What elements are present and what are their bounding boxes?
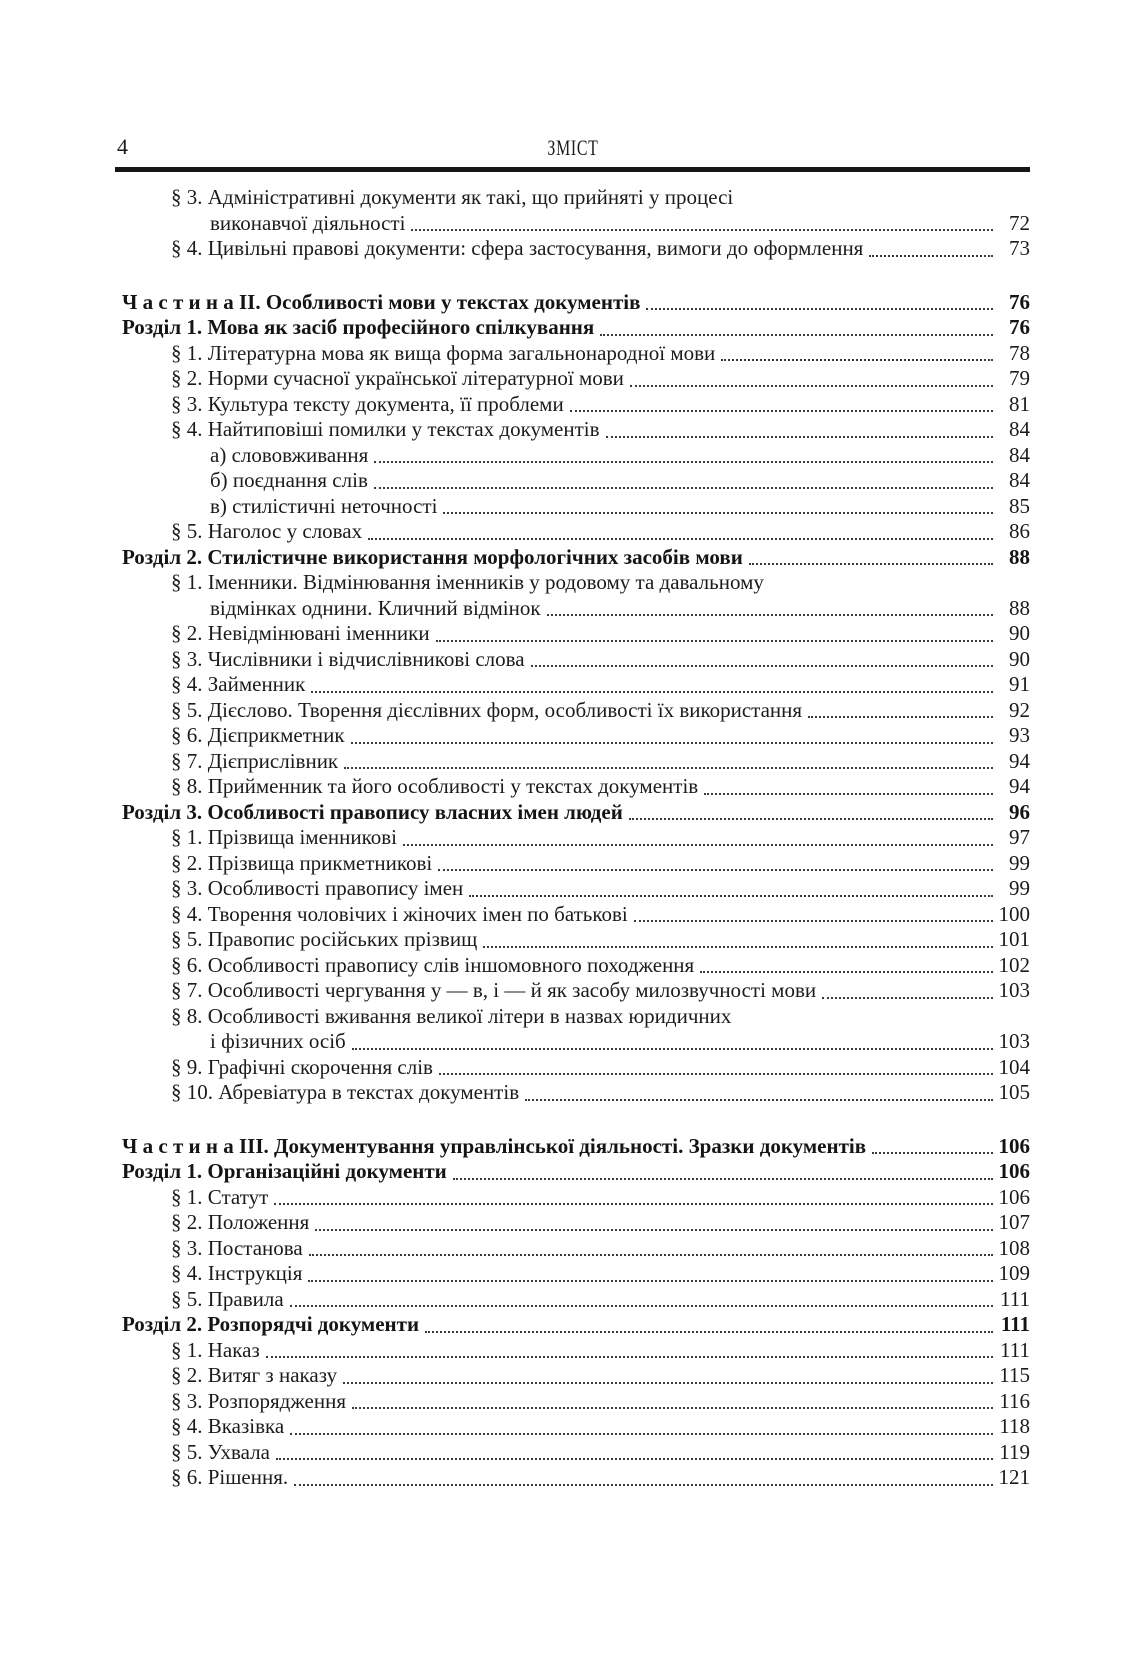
toc-entry-page: 103 [998, 978, 1030, 1002]
toc-entry-label: в) стилістичні неточності [210, 493, 438, 518]
toc-entry [115, 1287, 1030, 1313]
toc-entry-label: Розділ 1. Мова як засіб професійного спілкування [122, 315, 595, 339]
toc-entry-page: 85 [1009, 493, 1030, 518]
toc-entry-label: § 2. Невідмінювані іменники [171, 621, 430, 645]
toc-entry [115, 927, 1030, 953]
toc-entry-label: § 4. Цивільні правові документи: сфера застосування, вимоги до оформлення [171, 236, 864, 260]
toc-entry [115, 366, 1030, 392]
toc-entry-label: § 2. Витяг з наказу [171, 1363, 338, 1387]
toc-entry-page: 99 [1009, 850, 1030, 875]
toc-entry [115, 494, 1030, 520]
toc-entry-page: 93 [1009, 723, 1030, 747]
toc-entry-page: 119 [999, 1439, 1030, 1464]
toc-entry-page: 111 [1000, 1312, 1030, 1336]
toc-entry-label: § 3. Адміністративні документи як такі, що прийняті у процесі [171, 185, 734, 209]
toc-entry-label: виконавчої діяльності [210, 210, 406, 235]
dot-leader [447, 1159, 996, 1185]
dot-leader [303, 1236, 996, 1262]
toc-entry [115, 647, 1030, 673]
dot-leader [338, 749, 996, 775]
dot-leader [260, 1338, 996, 1364]
toc-entry-label: і фізичних осіб [210, 1029, 346, 1053]
dot-leader [640, 290, 996, 316]
dot-leader [519, 1080, 996, 1106]
toc-entry-page: 116 [999, 1388, 1030, 1413]
toc-entry-page: 78 [1009, 340, 1030, 365]
toc-entry-label: Розділ 2. Розпорядчі документи [122, 1312, 420, 1336]
toc-entry-page: 103 [998, 1029, 1030, 1053]
toc-entry [115, 341, 1030, 367]
toc-entry [115, 570, 1030, 596]
toc-entry-page: 92 [1009, 697, 1030, 722]
toc-entry [115, 749, 1030, 775]
toc-entry-label: § 5. Дієслово. Творення дієслівних форм, особливості їх використання [171, 697, 803, 722]
toc-entry-label: § 3. Розпорядження [171, 1388, 346, 1413]
toc-entry-label: § 1. Прізвища іменникові [171, 825, 397, 849]
toc-entry [115, 211, 1030, 237]
page-number: 4 [117, 134, 128, 159]
dot-leader [288, 1465, 996, 1491]
toc-entry-label: а) слововживання [210, 442, 369, 467]
toc-entry [115, 1363, 1030, 1389]
toc-entry-page: 76 [1009, 289, 1030, 314]
toc-entry-label: § 6. Рішення. [171, 1465, 289, 1489]
dot-leader [419, 1312, 996, 1338]
toc-entry-label: § 5. Правила [171, 1286, 284, 1311]
toc-entry [115, 1080, 1030, 1106]
toc-entry-label: § 4. Найтиповіші помилки у текстах документів [171, 417, 600, 441]
dot-leader [284, 1414, 996, 1440]
toc-entry-page: 106 [998, 1184, 1030, 1209]
dot-leader [284, 1287, 996, 1313]
toc-entry [115, 953, 1030, 979]
dot-leader [302, 1261, 996, 1287]
toc-entry-page: 90 [1009, 621, 1030, 645]
toc-entry [115, 825, 1030, 851]
toc-entry-label: § 6. Особливості правопису слів іншомовного походження [171, 952, 695, 977]
dot-leader [397, 825, 996, 851]
dot-leader [362, 519, 996, 545]
toc-entry-page: 91 [1009, 672, 1030, 696]
toc-entry-label: § 3. Культура тексту документа, її проблеми [171, 391, 564, 416]
toc-entry [115, 876, 1030, 902]
dot-leader [463, 876, 996, 902]
toc-entry-label: § 5. Правопис російських прізвищ [171, 927, 478, 951]
toc-entry-page: 102 [998, 952, 1030, 977]
toc-entry [115, 1389, 1030, 1415]
toc-entry [115, 1029, 1030, 1055]
toc-entry [115, 185, 1030, 211]
toc-entry-page: 111 [1000, 1286, 1030, 1311]
toc-entry [115, 1465, 1030, 1491]
toc-entry [115, 774, 1030, 800]
toc-entry-page: 118 [999, 1414, 1030, 1438]
toc-entry-label: § 10. Абревіатура в текстах документів [171, 1080, 520, 1104]
toc-entry [115, 621, 1030, 647]
toc-entry-label: § 2. Положення [171, 1210, 310, 1234]
dot-leader [477, 927, 996, 953]
toc-entry-page: 100 [998, 901, 1030, 926]
dot-leader [346, 1029, 996, 1055]
dot-leader [345, 723, 996, 749]
toc-entry-page: 84 [1009, 442, 1030, 467]
toc-entry-page: 96 [1009, 799, 1030, 824]
dot-leader [866, 1134, 996, 1160]
toc-entry-label: § 4. Інструкція [171, 1261, 303, 1285]
toc-entry-label: § 1. Іменники. Відмінювання іменників у родовому та давальному [171, 570, 764, 594]
dot-leader [405, 211, 996, 237]
toc-entry [115, 902, 1030, 928]
toc-entry-page: 115 [999, 1363, 1030, 1387]
dot-leader [368, 443, 996, 469]
toc-entry [115, 1055, 1030, 1081]
toc-entry [115, 851, 1030, 877]
dot-leader [309, 1210, 996, 1236]
toc-entry-label: Розділ 1. Організаційні документи [122, 1159, 447, 1183]
toc-entry-label: § 3. Особливості правопису імен [171, 876, 464, 900]
toc-entry-label: § 6. Дієприкметник [171, 723, 345, 747]
toc-entry [115, 290, 1030, 316]
toc-entry [115, 672, 1030, 698]
toc-entry-label: § 7. Особливості чергування у — в, і — й як засобу милозвучності мови [171, 978, 817, 1002]
toc-entry [115, 443, 1030, 469]
toc-entry [115, 519, 1030, 545]
dot-leader [863, 236, 996, 262]
toc-entry [115, 545, 1030, 571]
toc-entry [115, 1159, 1030, 1185]
toc-entry-page: 88 [1009, 544, 1030, 569]
toc-entry-label: Ч а с т и н а III. Документування управлінської діяльності. Зразки документів [122, 1133, 867, 1158]
toc-entry-page: 81 [1009, 391, 1030, 416]
dot-leader [437, 494, 996, 520]
toc-entry-page: 94 [1009, 748, 1030, 773]
toc-entry-page: 86 [1009, 519, 1030, 543]
toc-entry [115, 1440, 1030, 1466]
toc-entry [115, 315, 1030, 341]
toc-entry-label: § 3. Постанова [171, 1235, 303, 1260]
toc-entry-label: § 5. Ухвала [171, 1439, 270, 1464]
toc-entry-label: Ч а с т и н а II. Особливості мови у текстах документів [122, 289, 641, 314]
dot-leader [623, 800, 996, 826]
toc-entry-label: § 8. Особливості вживання великої літери в назвах юридичних [171, 1003, 732, 1028]
toc-entry-page: 101 [998, 927, 1030, 951]
toc-entry [115, 236, 1030, 262]
dot-leader [368, 468, 996, 494]
toc-entry [115, 1185, 1030, 1211]
toc-entry [115, 1338, 1030, 1364]
dot-leader [628, 902, 996, 928]
toc-entry-label: § 9. Графічні скорочення слів [171, 1054, 433, 1079]
toc-entry-label: § 2. Норми сучасної української літературної мови [171, 366, 624, 390]
toc-entry-page: 73 [1009, 236, 1030, 260]
dot-leader [430, 621, 996, 647]
toc-entry [115, 1236, 1030, 1262]
dot-leader [432, 851, 996, 877]
toc-entry-page: 106 [998, 1133, 1030, 1158]
dot-leader [802, 698, 996, 724]
toc-entry [115, 1312, 1030, 1338]
toc-entry-label: § 5. Наголос у словах [171, 519, 363, 543]
toc-entry-label: § 8. Прийменник та його особливості у текстах документів [171, 774, 699, 798]
toc-entry-page: 97 [1009, 825, 1030, 849]
toc-entry [115, 698, 1030, 724]
toc-entry-page: 107 [998, 1210, 1030, 1234]
toc-entry-page: 108 [998, 1235, 1030, 1260]
toc-entry-label: б) поєднання слів [210, 468, 368, 492]
toc-entry [115, 800, 1030, 826]
dot-leader [594, 315, 996, 341]
toc-entry-page: 88 [1009, 595, 1030, 620]
toc-entry [115, 1414, 1030, 1440]
toc-entry-label: § 1. Літературна мова як вища форма загальнонародної мови [171, 340, 716, 365]
page-title: ЗМІСТ [546, 135, 599, 160]
toc-entry-page: 84 [1009, 417, 1030, 441]
dot-leader [433, 1055, 996, 1081]
toc-entry-page: 109 [998, 1261, 1030, 1285]
toc-entry-label: § 1. Наказ [171, 1337, 260, 1362]
toc-entry-label: § 2. Прізвища прикметникові [171, 850, 433, 875]
toc-entry-label: § 4. Займенник [171, 672, 306, 696]
dot-leader [624, 366, 996, 392]
toc-entry-page: 84 [1009, 468, 1030, 492]
toc-entry [115, 1261, 1030, 1287]
toc-entry-page: 121 [998, 1465, 1030, 1489]
toc-entry-label: § 4. Вказівка [171, 1414, 285, 1438]
toc-entry-label: відмінках однини. Кличний відмінок [210, 595, 541, 620]
dot-leader [743, 545, 996, 571]
dot-leader [337, 1363, 996, 1389]
dot-leader [715, 341, 996, 367]
dot-leader [600, 417, 996, 443]
dot-leader [694, 953, 996, 979]
toc-entry [115, 392, 1030, 418]
toc-entry-label: § 4. Творення чоловічих і жіночих імен по батькові [171, 901, 628, 926]
toc-entry-label: § 7. Дієприслівник [171, 748, 339, 773]
toc-entry [115, 978, 1030, 1004]
toc-entry [115, 468, 1030, 494]
toc-entry-label: Розділ 2. Стилістичне використання морфологічних засобів мови [122, 544, 743, 569]
dot-leader [268, 1185, 996, 1211]
toc-entry-label: § 3. Числівники і відчислівникові слова [171, 646, 525, 671]
toc-entry-page: 94 [1009, 774, 1030, 798]
toc-entry [115, 596, 1030, 622]
dot-leader [541, 596, 996, 622]
toc-entry-page: 76 [1009, 315, 1030, 339]
dot-leader [305, 672, 996, 698]
toc-entry [115, 1210, 1030, 1236]
toc-entry-label: Розділ 3. Особливості правопису власних імен людей [122, 799, 623, 824]
toc-entry-page: 104 [998, 1054, 1030, 1079]
dot-leader [346, 1389, 996, 1415]
toc-entry-page: 79 [1009, 366, 1030, 390]
toc-entry-page: 72 [1009, 210, 1030, 235]
toc-entry-page: 90 [1009, 646, 1030, 671]
toc-entry-page: 106 [998, 1159, 1030, 1183]
toc-entry-page: 111 [1000, 1337, 1030, 1362]
dot-leader [564, 392, 996, 418]
toc-entry [115, 1134, 1030, 1160]
toc-entry-page: 99 [1009, 876, 1030, 900]
toc-entry [115, 417, 1030, 443]
dot-leader [525, 647, 996, 673]
page-header [115, 133, 1030, 172]
toc-entry-label: § 1. Статут [171, 1184, 269, 1209]
toc-entry [115, 1004, 1030, 1030]
dot-leader [698, 774, 996, 800]
toc-list [115, 185, 1030, 1491]
dot-leader [270, 1440, 996, 1466]
toc-entry [115, 723, 1030, 749]
dot-leader [816, 978, 996, 1004]
toc-entry-page: 105 [998, 1080, 1030, 1104]
